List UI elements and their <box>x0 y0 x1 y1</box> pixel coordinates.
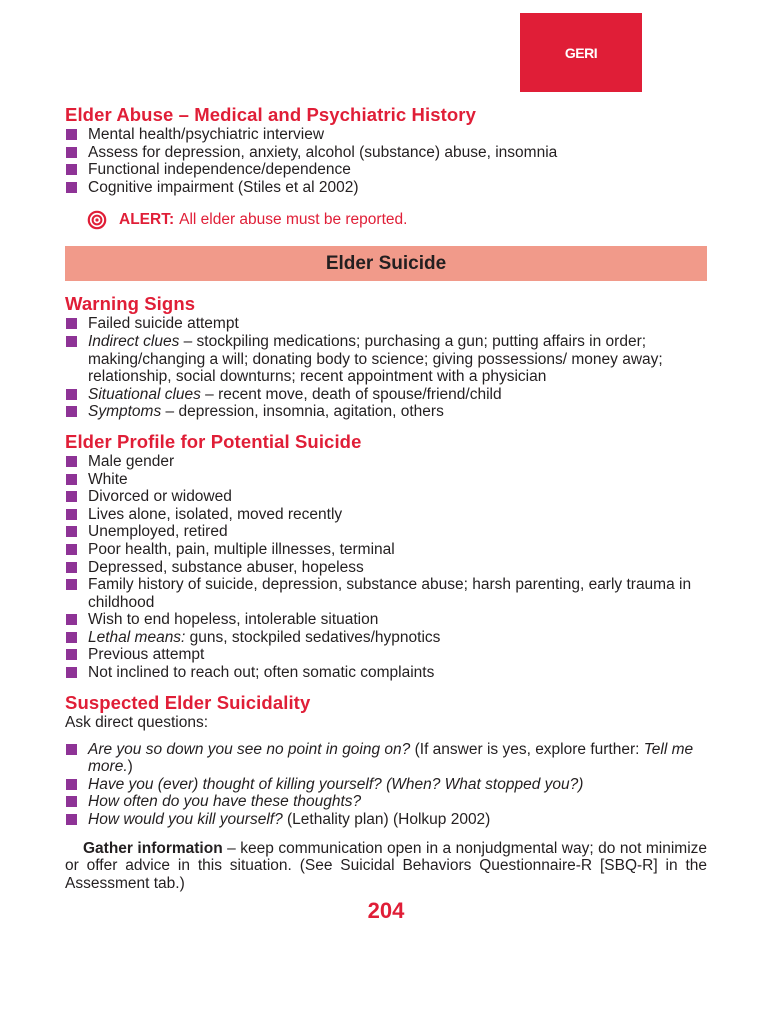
square-bullet-icon <box>66 147 77 158</box>
square-bullet-icon <box>66 164 77 175</box>
section-band-title: Elder Suicide <box>65 246 707 281</box>
list-item: How often do you have these thoughts? <box>65 793 707 811</box>
alert-note <box>87 210 707 230</box>
intro-text: Ask direct questions: <box>65 713 209 731</box>
list-item: Symptoms – depression, insomnia, agitation, others <box>65 403 707 421</box>
square-bullet-icon <box>66 318 77 329</box>
square-bullet-icon <box>66 389 77 400</box>
alert-target-icon <box>87 210 107 230</box>
list-item: Lethal means: guns, stockpiled sedatives/hypnotics <box>65 629 707 647</box>
list-item: White <box>65 471 707 489</box>
list-item: Family history of suicide, depression, substance abuse; harsh parenting, early trauma in childhood <box>65 576 707 611</box>
square-bullet-icon <box>66 129 77 140</box>
square-bullet-icon <box>66 406 77 417</box>
list-item: Failed suicide attempt <box>65 315 707 333</box>
square-bullet-icon <box>66 649 77 660</box>
list-item: Depressed, substance abuser, hopeless <box>65 559 707 577</box>
list-item: Assess for depression, anxiety, alcohol (substance) abuse, insomnia <box>65 144 707 162</box>
square-bullet-icon <box>66 744 77 755</box>
warning-signs-list <box>65 315 707 421</box>
list-item: Not inclined to reach out; often somatic complaints <box>65 664 707 682</box>
direct-questions-list <box>65 741 707 829</box>
square-bullet-icon <box>66 579 77 590</box>
square-bullet-icon <box>66 456 77 467</box>
suspected-suicidality-heading: Suspected Elder Suicidality <box>65 691 311 713</box>
square-bullet-icon <box>66 491 77 502</box>
list-item: Cognitive impairment (Stiles et al 2002) <box>65 179 707 197</box>
list-item: Wish to end hopeless, intolerable situation <box>65 611 707 629</box>
square-bullet-icon <box>66 182 77 193</box>
list-item: Unemployed, retired <box>65 523 707 541</box>
section-tab-label: GERI <box>564 44 598 61</box>
abuse-history-heading: Elder Abuse – Medical and Psychiatric History <box>65 104 476 125</box>
list-item: How would you kill yourself? (Lethality plan) (Holkup 2002) <box>65 811 707 829</box>
square-bullet-icon <box>66 614 77 625</box>
square-bullet-icon <box>66 796 77 807</box>
list-item: Divorced or widowed <box>65 488 707 506</box>
profile-list <box>65 453 707 682</box>
list-item: Male gender <box>65 453 707 471</box>
alert-label: ALERT: <box>119 211 175 229</box>
gather-label: Gather information <box>83 839 223 857</box>
list-item: Mental health/psychiatric interview <box>65 126 707 144</box>
square-bullet-icon <box>66 526 77 537</box>
list-item: Previous attempt <box>65 646 707 664</box>
square-bullet-icon <box>66 779 77 790</box>
gather-information-paragraph <box>65 840 707 893</box>
square-bullet-icon <box>66 632 77 643</box>
square-bullet-icon <box>66 562 77 573</box>
warning-signs-heading: Warning Signs <box>65 293 196 315</box>
square-bullet-icon <box>66 474 77 485</box>
list-item: Indirect clues – stockpiling medications; purchasing a gun; putting affairs in order; making/changing a will; donating body to science; giving possessions/ money away; relationship, social downturns; recent appointment with a physician <box>65 333 707 386</box>
list-item: Functional independence/dependence <box>65 161 707 179</box>
alert-text: All elder abuse must be reported. <box>179 211 408 229</box>
list-item: Poor health, pain, multiple illnesses, terminal <box>65 541 707 559</box>
section-tab <box>520 13 642 92</box>
square-bullet-icon <box>66 667 77 678</box>
abuse-history-list <box>65 126 707 196</box>
page-content <box>65 104 707 924</box>
page-number: 204 <box>367 898 405 924</box>
square-bullet-icon <box>66 509 77 520</box>
square-bullet-icon <box>66 544 77 555</box>
profile-heading: Elder Profile for Potential Suicide <box>65 430 362 452</box>
list-item: Lives alone, isolated, moved recently <box>65 506 707 524</box>
square-bullet-icon <box>66 336 77 347</box>
list-item: Are you so down you see no point in going on? (If answer is yes, explore further: Tell me more.) <box>65 741 707 776</box>
list-item: Situational clues – recent move, death of spouse/friend/child <box>65 386 707 404</box>
square-bullet-icon <box>66 814 77 825</box>
gather-text: – keep communication open in a nonjudgmental way; do not minimize or offer advice in this situation. (See Suicidal Behaviors Questionnaire-R [SBQ-R] in the Assessment tab.) <box>65 839 708 892</box>
list-item: Have you (ever) thought of killing yourself? (When? What stopped you?) <box>65 776 707 794</box>
